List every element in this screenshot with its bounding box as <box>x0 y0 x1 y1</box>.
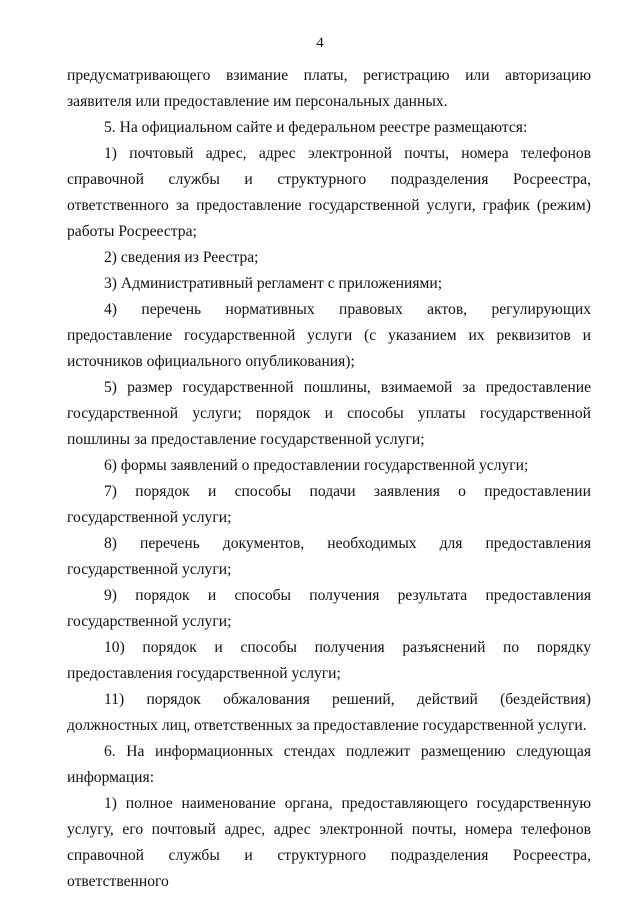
paragraph-section-5: 5. На официальном сайте и федеральном реестре размещаются: <box>104 119 528 136</box>
list-item-5-2: 2) сведения из Реестра; <box>104 249 259 266</box>
list-item-5-9: 9) порядок и способы получения результата предоставления государственной услуги; <box>67 587 591 630</box>
list-item-5-11: 11) порядок обжалования решений, действий (бездействия) должностных лиц, ответственных за предоставление государственной услуги. <box>67 691 591 734</box>
list-item-5-10: 10) порядок и способы получения разъяснений по порядку предоставления государственной услуги; <box>67 639 591 682</box>
list-item-5-3: 3) Административный регламент с приложениями; <box>104 275 443 292</box>
list-item-5-8: 8) перечень документов, необходимых для предоставления государственной услуги; <box>67 535 591 578</box>
list-item-6-1: 1) полное наименование органа, предоставляющего государственную услугу, его почтовый адрес, адрес электронной почты, номера телефонов справочной службы и структурного подразделения Росреестра, ответственного <box>67 795 591 890</box>
page-number: 4 <box>316 35 324 51</box>
paragraph-continuation: предусматривающего взимание платы, регистрацию или авторизацию заявителя или предоставление им персональных данных. <box>67 67 591 110</box>
document-body <box>67 63 591 895</box>
list-item-5-6: 6) формы заявлений о предоставлении государственной услуги; <box>104 457 529 474</box>
list-item-5-5: 5) размер государственной пошлины, взимаемой за предоставление государственной услуги; порядок и способы уплаты государственной пошлины за предоставление государственной услуги; <box>67 379 591 448</box>
list-item-5-4: 4) перечень нормативных правовых актов, регулирующих предоставление государственной услуги (с указанием их реквизитов и источников официального опубликования); <box>67 301 591 370</box>
list-item-5-1: 1) почтовый адрес, адрес электронной почты, номера телефонов справочной службы и структурного подразделения Росреестра, ответственного за предоставление государственной услуги, график (режим) работы Росреестра; <box>67 145 591 240</box>
paragraph-section-6: 6. На информационных стендах подлежит размещению следующая информация: <box>67 743 591 786</box>
list-item-5-7: 7) порядок и способы подачи заявления о предоставлении государственной услуги; <box>67 483 591 526</box>
